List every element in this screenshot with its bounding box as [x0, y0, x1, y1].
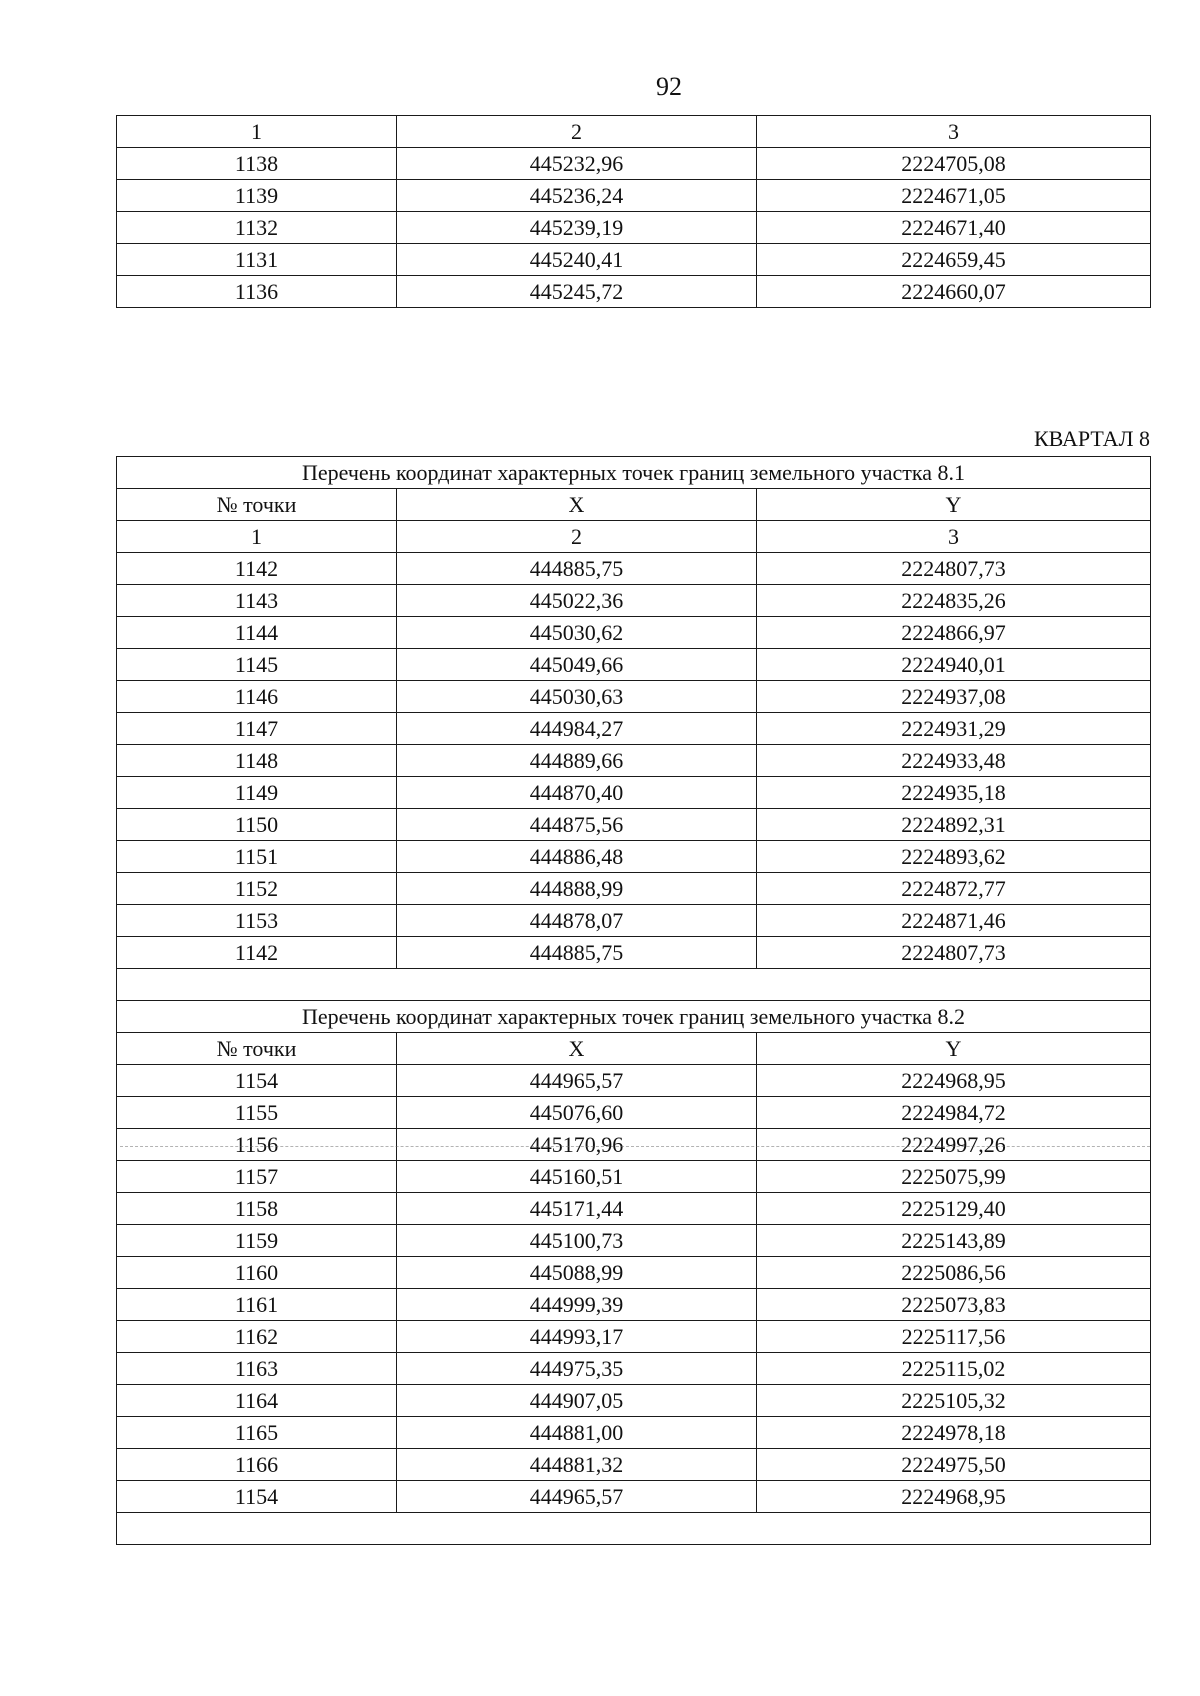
point-number-cell: 1152 [117, 873, 397, 905]
y-coordinate-cell: 2225075,99 [757, 1161, 1151, 1193]
quarter-label: КВАРТАЛ 8 [1033, 426, 1150, 451]
y-coordinate-cell: 2224937,08 [757, 681, 1151, 713]
spacer-row [117, 969, 1151, 1001]
point-number-cell: 1142 [117, 937, 397, 969]
y-coordinate-cell: 2224835,26 [757, 585, 1151, 617]
x-coordinate-cell: 445022,36 [397, 585, 757, 617]
point-number-cell: 1154 [117, 1481, 397, 1513]
point-number-cell: 1148 [117, 745, 397, 777]
table-row [117, 1449, 1151, 1481]
y-coordinate-cell: 2225143,89 [757, 1225, 1151, 1257]
point-number-cell: 1132 [117, 212, 397, 244]
table-row [117, 713, 1151, 745]
x-coordinate-cell: 445049,66 [397, 649, 757, 681]
x-coordinate-cell: 445170,96 [397, 1129, 757, 1161]
x-coordinate-cell: 445240,41 [397, 244, 757, 276]
point-number-cell: 1156 [117, 1129, 397, 1161]
y-coordinate-cell: 2224935,18 [757, 777, 1151, 809]
y-coordinate-cell: 2224893,62 [757, 841, 1151, 873]
x-coordinate-cell: 444885,75 [397, 553, 757, 585]
column-number-row [117, 521, 1151, 553]
point-number-cell: 1162 [117, 1321, 397, 1353]
y-coordinate-cell: 2224978,18 [757, 1417, 1151, 1449]
spacer-cell [117, 1513, 1151, 1545]
table-row [117, 937, 1151, 969]
x-coordinate-cell: 444907,05 [397, 1385, 757, 1417]
y-coordinate-cell: 2224933,48 [757, 745, 1151, 777]
column-number-cell: 3 [757, 116, 1151, 148]
point-number-cell: 1145 [117, 649, 397, 681]
plot-title: Перечень координат характерных точек границ земельного участка 8.2 [117, 1001, 1151, 1033]
table-row [117, 244, 1151, 276]
table-row [117, 1289, 1151, 1321]
x-coordinate-cell: 444870,40 [397, 777, 757, 809]
x-coordinate-cell: 444885,75 [397, 937, 757, 969]
y-coordinate-cell: 2224984,72 [757, 1097, 1151, 1129]
header-row [117, 489, 1151, 521]
x-coordinate-cell: 444878,07 [397, 905, 757, 937]
x-coordinate-cell: 445245,72 [397, 276, 757, 308]
point-number-cell: 1147 [117, 713, 397, 745]
x-coordinate-cell: 445239,19 [397, 212, 757, 244]
point-number-cell: 1136 [117, 276, 397, 308]
point-number-cell: 1160 [117, 1257, 397, 1289]
column-number-cell: 2 [397, 521, 757, 553]
x-coordinate-cell: 445030,63 [397, 681, 757, 713]
table-row [117, 553, 1151, 585]
x-coordinate-cell: 444999,39 [397, 1289, 757, 1321]
header-row [117, 1033, 1151, 1065]
point-number-cell: 1131 [117, 244, 397, 276]
table-row [117, 777, 1151, 809]
point-number-cell: 1151 [117, 841, 397, 873]
y-coordinate-cell: 2224705,08 [757, 148, 1151, 180]
point-number-cell: 1158 [117, 1193, 397, 1225]
x-coordinate-cell: 445160,51 [397, 1161, 757, 1193]
column-number-cell: 1 [117, 521, 397, 553]
table-row [117, 276, 1151, 308]
y-coordinate-cell: 2224807,73 [757, 553, 1151, 585]
y-coordinate-cell: 2224940,01 [757, 649, 1151, 681]
table-row [117, 841, 1151, 873]
table-row [117, 1161, 1151, 1193]
x-coordinate-cell: 444993,17 [397, 1321, 757, 1353]
y-coordinate-cell: 2225129,40 [757, 1193, 1151, 1225]
y-coordinate-cell: 2224968,95 [757, 1481, 1151, 1513]
point-number-cell: 1146 [117, 681, 397, 713]
table-row [117, 1129, 1151, 1161]
y-coordinate-cell: 2224871,46 [757, 905, 1151, 937]
table-row [117, 1225, 1151, 1257]
x-coordinate-cell: 444975,35 [397, 1353, 757, 1385]
x-coordinate-cell: 445100,73 [397, 1225, 757, 1257]
table-row [117, 649, 1151, 681]
plot-title-row [117, 457, 1151, 489]
y-coordinate-cell: 2224671,40 [757, 212, 1151, 244]
point-number-cell: 1166 [117, 1449, 397, 1481]
x-coordinate-cell: 445236,24 [397, 180, 757, 212]
x-coordinate-cell: 444965,57 [397, 1481, 757, 1513]
point-number-cell: 1142 [117, 553, 397, 585]
y-coordinate-cell: 2225117,56 [757, 1321, 1151, 1353]
point-number-cell: 1150 [117, 809, 397, 841]
y-coordinate-cell: 2224660,07 [757, 276, 1151, 308]
table-row [117, 681, 1151, 713]
column-number-cell: 2 [397, 116, 757, 148]
table-row [117, 1481, 1151, 1513]
table-row [117, 1257, 1151, 1289]
table-row [117, 1385, 1151, 1417]
header-x: X [397, 489, 757, 521]
y-coordinate-cell: 2224892,31 [757, 809, 1151, 841]
y-coordinate-cell: 2225073,83 [757, 1289, 1151, 1321]
y-coordinate-cell: 2224997,26 [757, 1129, 1151, 1161]
x-coordinate-cell: 445076,60 [397, 1097, 757, 1129]
column-number-row [117, 116, 1151, 148]
table-row [117, 1353, 1151, 1385]
table-row [117, 180, 1151, 212]
table-row [117, 1065, 1151, 1097]
continuation-coordinates-table [116, 115, 1151, 308]
table-row [117, 905, 1151, 937]
point-number-cell: 1154 [117, 1065, 397, 1097]
x-coordinate-cell: 445171,44 [397, 1193, 757, 1225]
column-number-cell: 3 [757, 521, 1151, 553]
x-coordinate-cell: 444888,99 [397, 873, 757, 905]
x-coordinate-cell: 445088,99 [397, 1257, 757, 1289]
page-number: 92 [656, 72, 682, 101]
x-coordinate-cell: 445232,96 [397, 148, 757, 180]
table-row [117, 1417, 1151, 1449]
header-y: Y [757, 489, 1151, 521]
x-coordinate-cell: 444889,66 [397, 745, 757, 777]
table-row [117, 745, 1151, 777]
x-coordinate-cell: 445030,62 [397, 617, 757, 649]
point-number-cell: 1153 [117, 905, 397, 937]
y-coordinate-cell: 2224931,29 [757, 713, 1151, 745]
y-coordinate-cell: 2224968,95 [757, 1065, 1151, 1097]
point-number-cell: 1164 [117, 1385, 397, 1417]
quarter-table-body [117, 457, 1151, 1545]
table-row [117, 1193, 1151, 1225]
table-row [117, 809, 1151, 841]
y-coordinate-cell: 2224866,97 [757, 617, 1151, 649]
point-number-cell: 1163 [117, 1353, 397, 1385]
x-coordinate-cell: 444965,57 [397, 1065, 757, 1097]
point-number-cell: 1155 [117, 1097, 397, 1129]
point-number-cell: 1157 [117, 1161, 397, 1193]
table-row [117, 148, 1151, 180]
plot-title-row [117, 1001, 1151, 1033]
x-coordinate-cell: 444984,27 [397, 713, 757, 745]
point-number-cell: 1161 [117, 1289, 397, 1321]
plot-title: Перечень координат характерных точек границ земельного участка 8.1 [117, 457, 1151, 489]
x-coordinate-cell: 444886,48 [397, 841, 757, 873]
spacer-row [117, 1513, 1151, 1545]
y-coordinate-cell: 2224872,77 [757, 873, 1151, 905]
table-row [117, 1321, 1151, 1353]
table-row [117, 585, 1151, 617]
table-row [117, 1097, 1151, 1129]
point-number-cell: 1149 [117, 777, 397, 809]
point-number-cell: 1144 [117, 617, 397, 649]
continuation-table-body [117, 116, 1151, 308]
y-coordinate-cell: 2224975,50 [757, 1449, 1151, 1481]
y-coordinate-cell: 2225105,32 [757, 1385, 1151, 1417]
point-number-cell: 1138 [117, 148, 397, 180]
x-coordinate-cell: 444881,00 [397, 1417, 757, 1449]
x-coordinate-cell: 444875,56 [397, 809, 757, 841]
column-number-cell: 1 [117, 116, 397, 148]
y-coordinate-cell: 2224671,05 [757, 180, 1151, 212]
y-coordinate-cell: 2225115,02 [757, 1353, 1151, 1385]
header-x: X [397, 1033, 757, 1065]
header-point-number: № точки [117, 1033, 397, 1065]
y-coordinate-cell: 2224659,45 [757, 244, 1151, 276]
table-row [117, 617, 1151, 649]
y-coordinate-cell: 2224807,73 [757, 937, 1151, 969]
header-y: Y [757, 1033, 1151, 1065]
spacer-cell [117, 969, 1151, 1001]
y-coordinate-cell: 2225086,56 [757, 1257, 1151, 1289]
point-number-cell: 1139 [117, 180, 397, 212]
table-row [117, 212, 1151, 244]
table-row [117, 873, 1151, 905]
header-point-number: № точки [117, 489, 397, 521]
quarter-coordinates-table [116, 456, 1151, 1545]
point-number-cell: 1143 [117, 585, 397, 617]
point-number-cell: 1159 [117, 1225, 397, 1257]
point-number-cell: 1165 [117, 1417, 397, 1449]
scan-dash-artifact [120, 1146, 1150, 1147]
x-coordinate-cell: 444881,32 [397, 1449, 757, 1481]
